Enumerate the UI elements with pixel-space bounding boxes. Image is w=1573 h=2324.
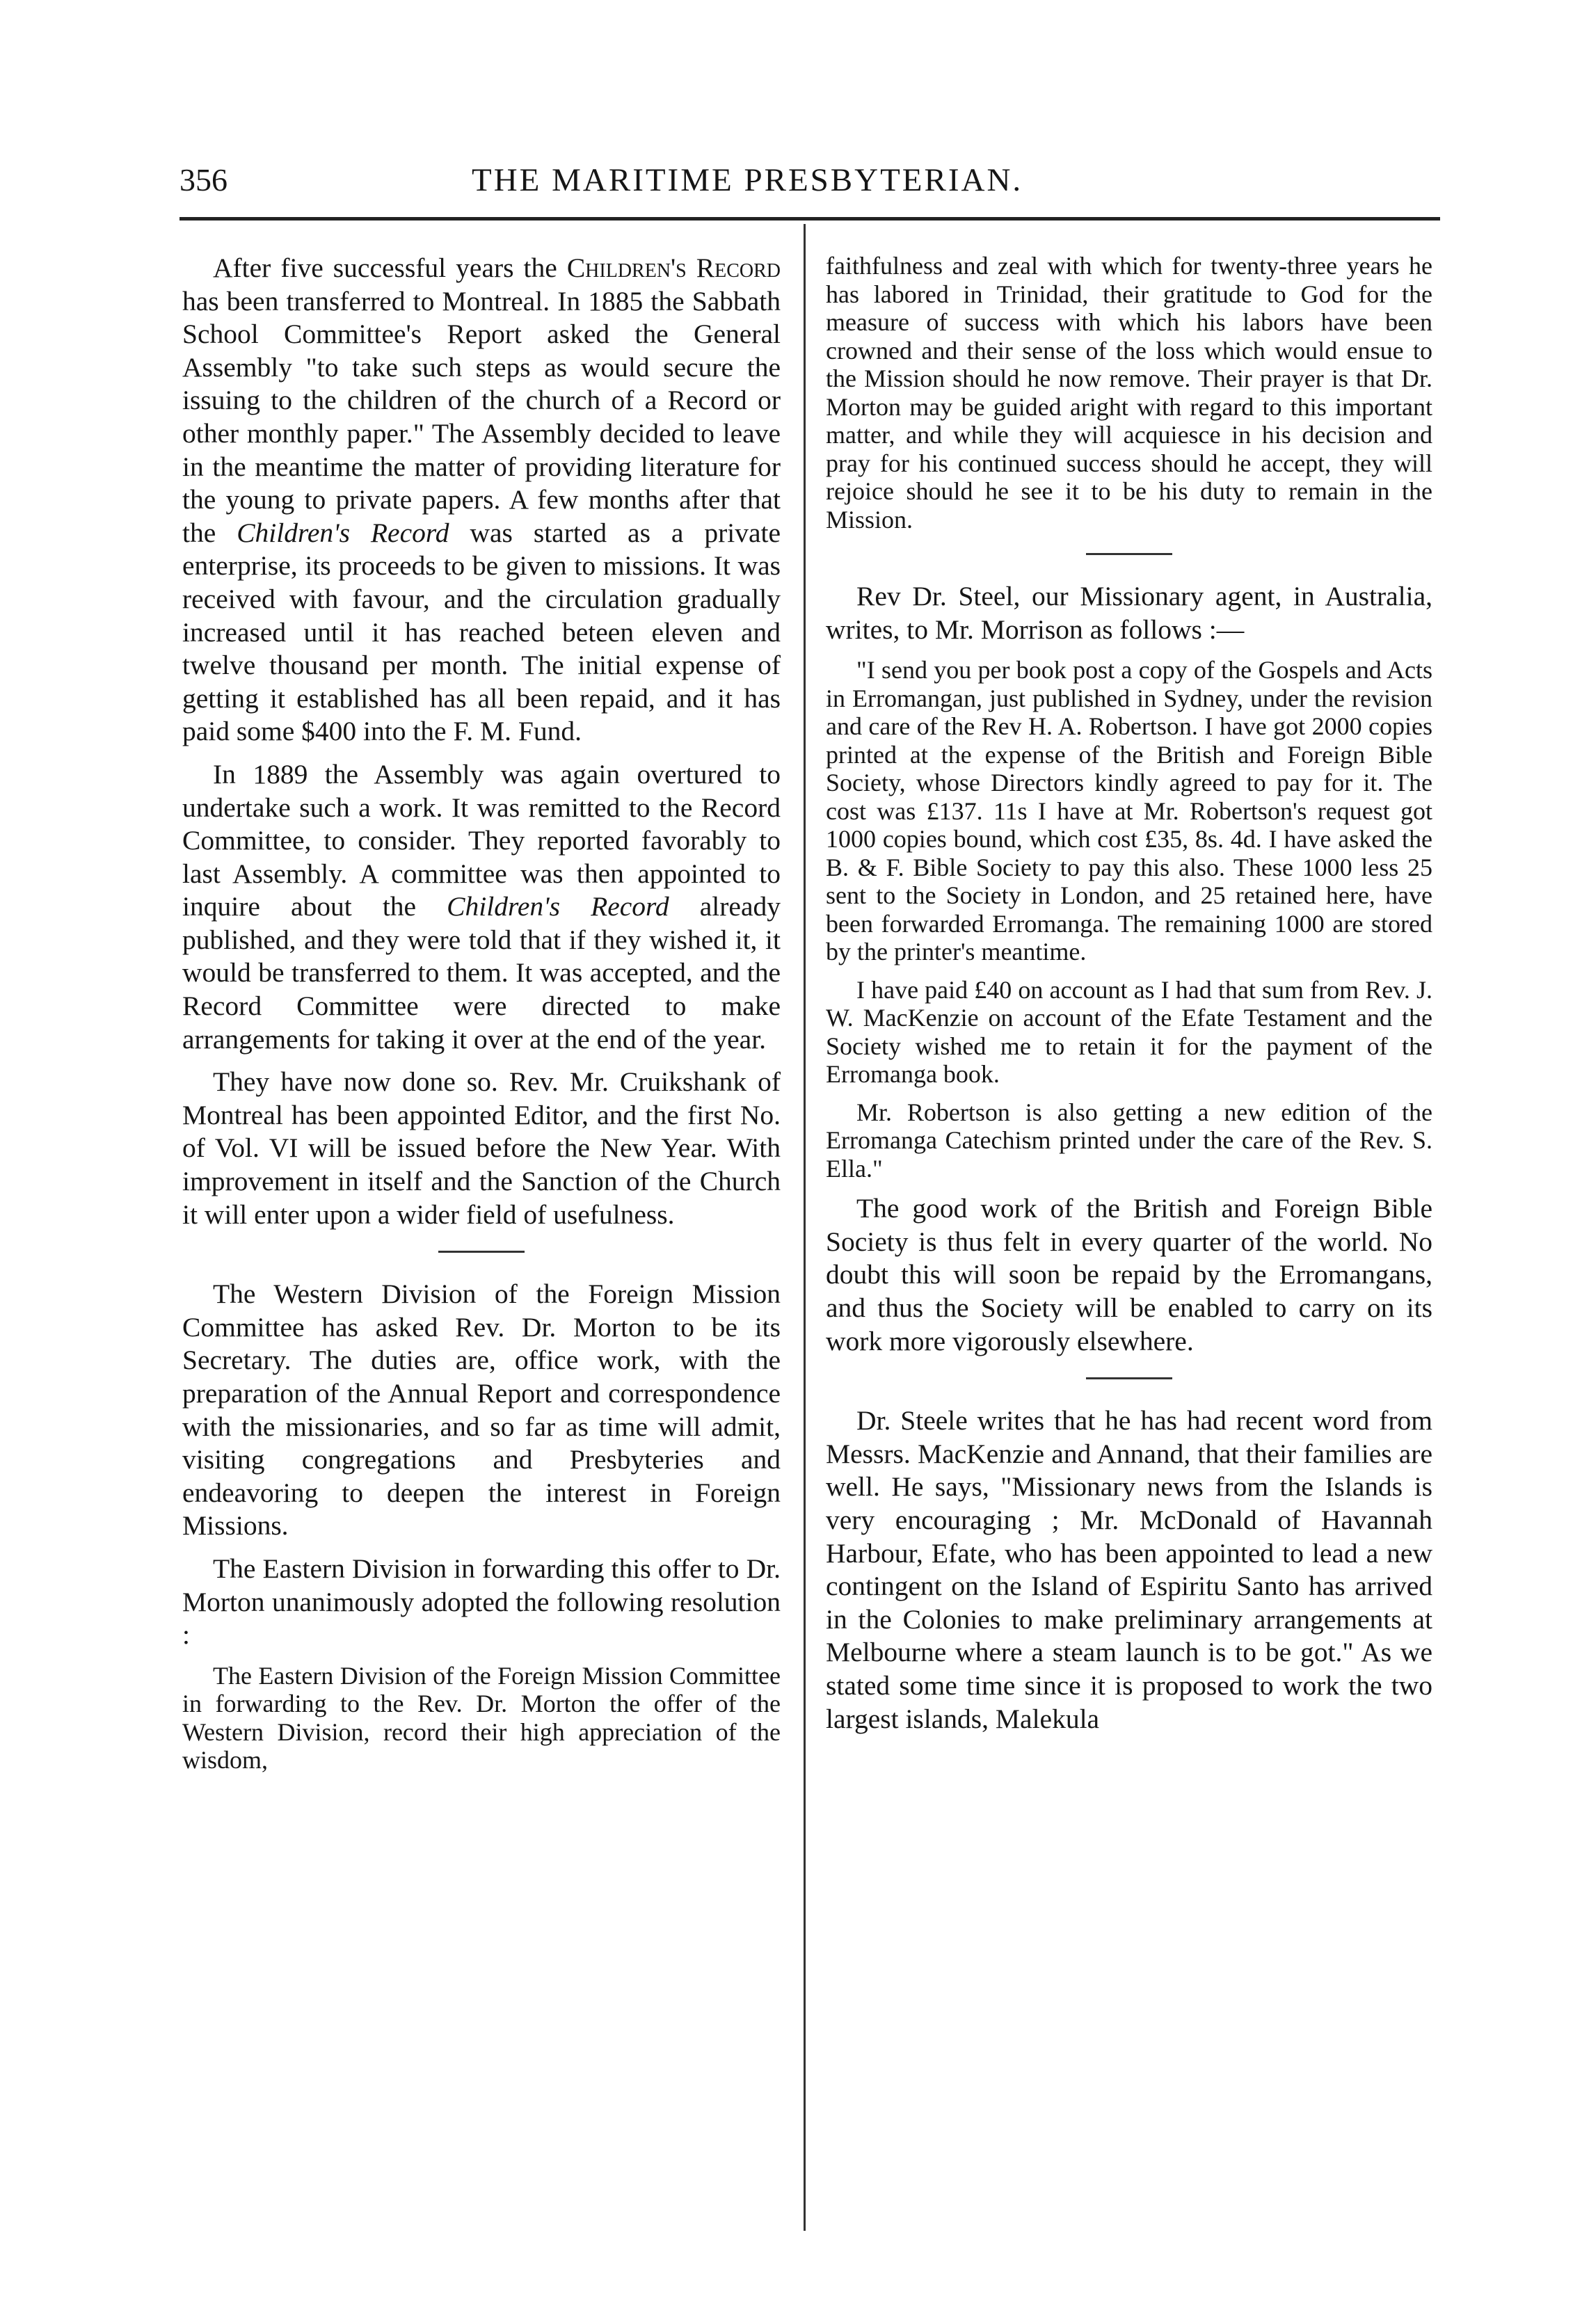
section-separator [1086, 553, 1172, 555]
text-run: was started as a private enterprise, its proceeds to be given to missions. It was received with favour, and the circulation gradually increased until it has reached beteen eleven and twelve thousand per month. The initial expense of getting it established has all been repaid, and it has paid some $400 into the F. M. Fund. [182, 517, 781, 747]
letter-paragraph: I have paid £40 on account as I had that sum from Rev. J. W. MacKenzie on account of the Efate Testament and the Society wished me to retain it for the payment of the Erromanga book. [826, 975, 1432, 1089]
left-column [182, 252, 781, 1774]
article-paragraph [182, 252, 781, 748]
article-paragraph: Rev Dr. Steel, our Missionary agent, in Australia, writes, to Mr. Morrison as follows :— [826, 581, 1432, 645]
article-paragraph: The good work of the British and Foreign Bible Society is thus felt in every quarter of the world. No doubt this will soon be repaid by the Erromangans, and thus the Society will be enabled to carry on its work more vigorously elsewhere. [826, 1193, 1432, 1356]
publication-title: Children's Record [447, 891, 669, 922]
text-run: already published, and they were told that if they wished it, it would be transferred to them. It was accepted, and the Record Committee were directed to make arrangements for taking it over at the end of the year. [182, 891, 781, 1055]
article-paragraph: They have now done so. Rev. Mr. Cruikshank of Montreal has been appointed Editor, and the first No. of Vol. VI will be issued before the New Year. With improvement in itself and the Sanction of the Church it will enter upon a wider field of usefulness. [182, 1066, 781, 1230]
running-title: THE MARITIME PRESBYTERIAN. [472, 162, 1023, 198]
article-paragraph [182, 758, 781, 1056]
text-run: In 1889 the Assembly was again overtured to undertake such a work. It was remitted to the Record Committee, to consider. They reported favorably to last Assembly. A committee was then appointed to inquire about the [182, 758, 781, 922]
article-paragraph: The Eastern Division in forwarding this offer to Dr. Morton unanimously adopted the following resolution : [182, 1553, 781, 1651]
page-number: 356 [179, 162, 227, 198]
letter-paragraph: "I send you per book post a copy of the Gospels and Acts in Erromangan, just published in Sydney, under the revision and care of the Rev H. A. Robertson. I have got 2000 copies printed at the expense of the British and Foreign Bible Society, whose Directors kindly agreed to pay for it. The cost was £137. 11s I have at Mr. Robertson's request got 1000 copies bound, which cost £35, 8s. 4d. I have asked the B. & F. Bible Society to pay this also. These 1000 less 25 sent to the Society in London, and 25 retained here, have been forwarded Erromanga. The remaining 1000 are stored by the printer's meantime. [826, 656, 1432, 966]
text-run: After five successful years the [213, 253, 567, 283]
text-run: has been transferred to Montreal. In 1885 the Sabbath School Committee's Report asked the General Assembly "to take such steps as would secure the issuing to the children of the church of a Record or other monthly paper." The Assembly decided to leave in the meantime the matter of providing literature for the young to private papers. A few months after that the [182, 285, 781, 548]
article-paragraph: The Western Division of the Foreign Mission Committee has asked Rev. Dr. Morton to be its Secretary. The duties are, office work, with the preparation of the Annual Report and correspondence with the missionaries, and so far as time will admit, visiting congregations and Presbyteries and endeavoring to deepen the interest in Foreign Missions. [182, 1279, 781, 1541]
article-paragraph: Dr. Steele writes that he has had recent word from Messrs. MacKenzie and Annand, that their families are well. He says, "Missionary news from the Islands is very encouraging ; Mr. McDonald of Havannah Harbour, Efate, who has been appointed to lead a new contingent on the Island of Espiritu Santo has arrived in the Colonies to make preliminary arrangements at Melbourne where a steam launch is to be got." As we stated some time since it is proposed to work the two largest islands, Malekula [826, 1405, 1432, 1734]
page-header [179, 161, 1446, 210]
column-divider [804, 224, 806, 2231]
publication-title: Children's Record [237, 517, 449, 548]
section-separator [438, 1251, 525, 1253]
right-column [826, 252, 1432, 1736]
publication-name: Children's Record [566, 253, 781, 283]
letter-paragraph: Mr. Robertson is also getting a new edition of the Erromanga Catechism printed under the care of the Rev. S. Ella." [826, 1098, 1432, 1183]
header-rule [179, 217, 1440, 221]
section-separator [1086, 1377, 1172, 1379]
resolution-text: The Eastern Division of the Foreign Mission Committee in forwarding to the Rev. Dr. Morton the offer of the Western Division, record their high appreciation of the wisdom, [182, 1661, 781, 1774]
resolution-continuation: faithfulness and zeal with which for twenty-three years he has labored in Trinidad, their gratitude to God for the measure of success with which his labors have been crowned and their sense of the loss which would ensue to the Mission should he now remove. Their prayer is that Dr. Morton may be guided aright with regard to this important matter, and while they will acquiesce in his decision and pray for his continued success should he accept, they will rejoice should he see it to be his duty to remain in the Mission. [826, 252, 1432, 534]
